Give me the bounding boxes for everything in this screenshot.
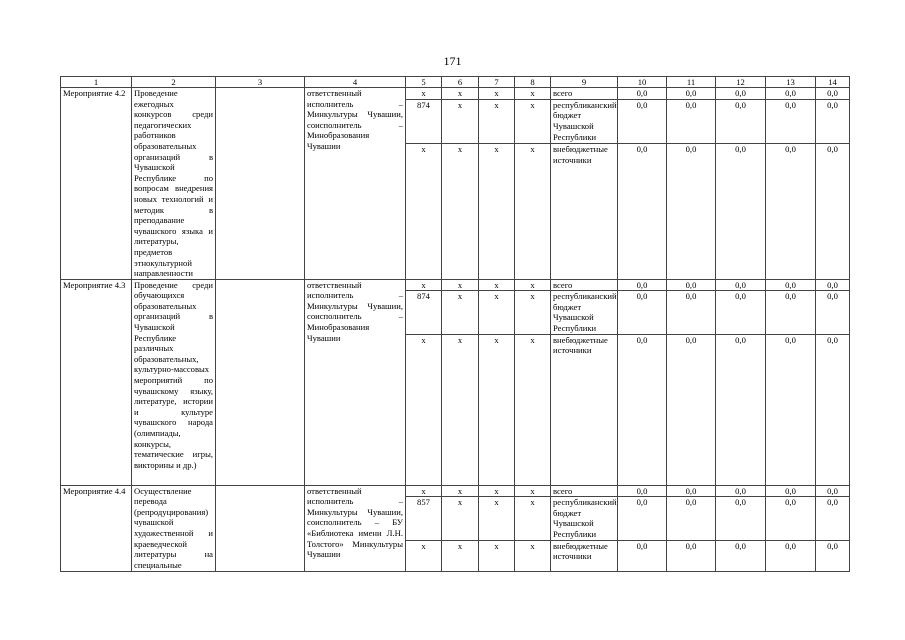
responsible-executor: ответственный исполнитель – Минкультуры Чувашии, соисполнитель – Минобразования Чувашии [305, 88, 406, 280]
code-cell: x [515, 334, 551, 485]
funding-value: 0,0 [816, 485, 850, 497]
code-cell: x [442, 485, 479, 497]
funding-value: 0,0 [816, 279, 850, 291]
header-cell: 9 [551, 77, 618, 88]
header-cell: 3 [216, 77, 305, 88]
funding-value: 0,0 [816, 88, 850, 100]
code-cell: x [442, 334, 479, 485]
code-cell: x [515, 291, 551, 334]
funding-value: 0,0 [618, 99, 667, 143]
header-cell: 12 [716, 77, 766, 88]
header-cell: 14 [816, 77, 850, 88]
budget-code-cell: 857 [406, 497, 442, 540]
column-3-cell [216, 279, 305, 485]
funding-value: 0,0 [716, 144, 766, 280]
funding-value: 0,0 [667, 497, 716, 540]
funding-value: 0,0 [766, 291, 816, 334]
funding-value: 0,0 [618, 88, 667, 100]
budget-code-cell: x [406, 88, 442, 100]
code-cell: x [479, 334, 515, 485]
code-cell: x [442, 144, 479, 280]
funding-value: 0,0 [716, 291, 766, 334]
code-cell: x [442, 99, 479, 143]
funding-value: 0,0 [716, 497, 766, 540]
table-row [61, 485, 850, 497]
funding-value: 0,0 [716, 334, 766, 485]
header-cell: 2 [132, 77, 216, 88]
funding-value: 0,0 [716, 485, 766, 497]
code-cell: x [479, 497, 515, 540]
funding-value: 0,0 [766, 88, 816, 100]
code-cell: x [515, 540, 551, 571]
code-cell: x [515, 485, 551, 497]
funding-value: 0,0 [816, 540, 850, 571]
funding-value: 0,0 [766, 540, 816, 571]
header-cell: 4 [305, 77, 406, 88]
funding-source: внебюджетные источники [551, 540, 618, 571]
code-cell: x [479, 540, 515, 571]
funding-source: всего [551, 88, 618, 100]
funding-value: 0,0 [667, 291, 716, 334]
header-cell: 7 [479, 77, 515, 88]
code-cell: x [442, 497, 479, 540]
header-cell: 11 [667, 77, 716, 88]
code-cell: x [479, 99, 515, 143]
funding-value: 0,0 [618, 144, 667, 280]
funding-value: 0,0 [716, 88, 766, 100]
budget-table [60, 76, 850, 572]
funding-value: 0,0 [816, 99, 850, 143]
code-cell: x [515, 279, 551, 291]
code-cell: x [515, 497, 551, 540]
measure-description: Проведение ежегодных конкурсов среди педагогических работников образовательных организаций в Чувашской Республике по вопросам внедрения новых технологий и методик в преподавание чувашского языка и литературы, предметов этнокультурной направленности [132, 88, 216, 280]
budget-code-cell: 874 [406, 99, 442, 143]
header-cell: 5 [406, 77, 442, 88]
funding-source: всего [551, 279, 618, 291]
funding-value: 0,0 [716, 279, 766, 291]
funding-source: всего [551, 485, 618, 497]
funding-source: внебюджетные источники [551, 144, 618, 280]
funding-value: 0,0 [766, 334, 816, 485]
header-cell: 13 [766, 77, 816, 88]
funding-source: республиканский бюджет Чувашской Республики [551, 99, 618, 143]
code-cell: x [515, 144, 551, 280]
measure-description: Проведение среди обучающихся образовательных организаций в Чувашской Республике различных образовательных, культурно-массовых мероприятий по чувашскому языку, литературе, истории и культуре чувашского народа (олимпиады, конкурсы, тематические игры, викторины и др.) [132, 279, 216, 485]
budget-code-cell: 874 [406, 291, 442, 334]
funding-value: 0,0 [766, 485, 816, 497]
funding-value: 0,0 [816, 497, 850, 540]
table-row [61, 279, 850, 291]
code-cell: x [442, 279, 479, 291]
column-3-cell [216, 88, 305, 280]
code-cell: x [479, 485, 515, 497]
budget-code-cell: x [406, 279, 442, 291]
funding-source: республиканский бюджет Чувашской Республики [551, 497, 618, 540]
measure-name: Мероприятие 4.4 [61, 485, 132, 571]
funding-value: 0,0 [618, 485, 667, 497]
measure-description: Осуществление перевода (репродуцирования) чувашской художественной и краеведческой литературы на специальные [132, 485, 216, 571]
funding-value: 0,0 [766, 99, 816, 143]
header-cell: 10 [618, 77, 667, 88]
responsible-executor: ответственный исполнитель – Минкультуры Чувашии, соисполнитель – Минобразования Чувашии [305, 279, 406, 485]
funding-value: 0,0 [667, 99, 716, 143]
code-cell: x [442, 540, 479, 571]
header-cell: 8 [515, 77, 551, 88]
code-cell: x [442, 291, 479, 334]
funding-value: 0,0 [667, 334, 716, 485]
funding-value: 0,0 [618, 279, 667, 291]
funding-value: 0,0 [766, 279, 816, 291]
funding-value: 0,0 [618, 291, 667, 334]
funding-value: 0,0 [766, 497, 816, 540]
header-cell: 1 [61, 77, 132, 88]
funding-value: 0,0 [667, 144, 716, 280]
header-cell: 6 [442, 77, 479, 88]
code-cell: x [479, 291, 515, 334]
funding-source: республиканский бюджет Чувашской Республики [551, 291, 618, 334]
measure-name: Мероприятие 4.3 [61, 279, 132, 485]
funding-value: 0,0 [618, 497, 667, 540]
code-cell: x [515, 88, 551, 100]
funding-value: 0,0 [618, 334, 667, 485]
code-cell: x [479, 88, 515, 100]
funding-value: 0,0 [716, 99, 766, 143]
funding-value: 0,0 [667, 88, 716, 100]
budget-code-cell: x [406, 334, 442, 485]
budget-code-cell: x [406, 144, 442, 280]
funding-value: 0,0 [667, 540, 716, 571]
funding-value: 0,0 [816, 334, 850, 485]
budget-code-cell: x [406, 485, 442, 497]
funding-value: 0,0 [716, 540, 766, 571]
budget-code-cell: x [406, 540, 442, 571]
page-number: 171 [443, 54, 462, 68]
measure-name: Мероприятие 4.2 [61, 88, 132, 280]
funding-value: 0,0 [618, 540, 667, 571]
funding-value: 0,0 [667, 485, 716, 497]
code-cell: x [442, 88, 479, 100]
funding-value: 0,0 [766, 144, 816, 280]
funding-value: 0,0 [816, 291, 850, 334]
code-cell: x [515, 99, 551, 143]
table-row [61, 88, 850, 100]
code-cell: x [479, 144, 515, 280]
responsible-executor: ответственный исполнитель – Минкультуры Чувашии, соисполнитель – БУ «Библиотека имени Л.Н. Толстого» Минкультуры Чувашии [305, 485, 406, 571]
funding-value: 0,0 [816, 144, 850, 280]
funding-source: внебюджетные источники [551, 334, 618, 485]
code-cell: x [479, 279, 515, 291]
header-row [61, 77, 850, 88]
funding-value: 0,0 [667, 279, 716, 291]
column-3-cell [216, 485, 305, 571]
